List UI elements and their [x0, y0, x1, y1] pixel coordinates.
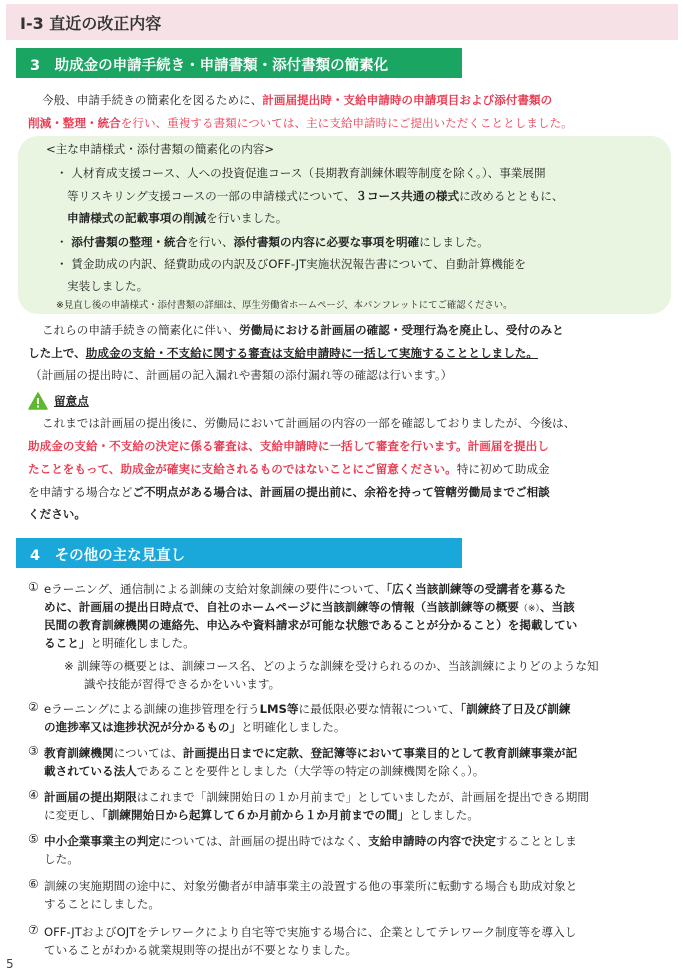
- item5-line2: した。: [44, 852, 79, 866]
- bold-text: 労働局における計画届の確認・受理行為を廃止し、受付のみと: [239, 323, 564, 337]
- item-number: ④: [28, 788, 39, 802]
- caution-line3: [28, 457, 550, 481]
- bold-text: めに、計画届の提出日時点で、自社のホームページに当該訓練等の情報（当該訓練等の概要: [44, 600, 519, 614]
- item6-line2: することにしました。: [44, 897, 160, 911]
- bold-text: ３コース共通の様式: [355, 189, 460, 203]
- item1-note-line1: ※ 訓練等の概要とは、訓練コース名、どのような訓練を受けられるのか、当該訓練によりどのような知: [64, 659, 599, 673]
- bold-text: した上で、: [28, 346, 86, 360]
- item5-line1: [44, 832, 577, 850]
- bold-text: 添付書類の整理・統合: [71, 235, 188, 249]
- item4-line1: [44, 788, 589, 806]
- item2-line2: [44, 718, 345, 736]
- bold-text: 中小企業事業主の判定: [44, 834, 160, 848]
- bold-text: 「広く当該訓練等の受講者を募るた: [386, 582, 566, 596]
- text: としました。: [409, 808, 479, 822]
- item6-line1: 訓練の実施期間の途中に、対象労働者が申請事業主の設置する他の事業所に転動する場合も助成対象と: [44, 879, 578, 893]
- text: 等リスキリング支援コースの一部の申請様式について、: [67, 189, 356, 203]
- bold-text: 「訓練終了日及び訓練: [460, 702, 571, 716]
- item3-line1: [44, 744, 577, 762]
- box-bullet1-line2: [67, 184, 563, 208]
- text: これらの申請手続きの簡素化に伴い、: [42, 323, 240, 337]
- emphasis-text: たことをもって、助成金が確実に支給されるものではないことにご留意ください。: [28, 462, 457, 476]
- item-number: ①: [28, 580, 39, 594]
- text: に改めるとともに、: [459, 189, 564, 203]
- section-4-title: 4 その他の主な見直し: [30, 548, 186, 564]
- bold-text: 計画届の提出期限: [44, 790, 137, 804]
- item1-line1: [44, 580, 566, 598]
- text: eラーニングによる訓練の進捗管理を行う: [44, 702, 260, 716]
- emphasis-text: 計画届提出時・支給申請時の申請項目および添付書類の: [262, 93, 553, 107]
- sec3-after-line2: [28, 341, 538, 365]
- caution-line5: ください。: [28, 507, 86, 521]
- text: と明確化しました。: [90, 636, 195, 650]
- text: であることを要件としました（大学等の特定の訓練機関を除く。）。: [136, 764, 485, 778]
- text: にしました。: [419, 235, 489, 249]
- section-3-header: [16, 48, 462, 78]
- box-bullet1-line1: ・ 人材育成支援コース、人への投資促進コース（長期教育訓練休暇等制度を除く。）、事業展開: [56, 166, 546, 180]
- box-heading: <主な申請様式・添付書類の簡素化の内容>: [46, 142, 275, 156]
- note-mark: （※）: [518, 604, 540, 614]
- caution-line4: [28, 480, 550, 504]
- item7-line2: ていることがわかる就業規則等の提出が不要となりました。: [44, 943, 358, 957]
- box-bullet1-line3: [67, 206, 287, 230]
- bold-text: 教育訓練機関: [44, 746, 114, 760]
- sec3-intro-line2: [28, 111, 573, 135]
- item-number: ⑤: [28, 832, 39, 846]
- emphasis-text-normal: を行い、重複する書類については、主に支給申請時にご提出いただくこととしました。: [120, 116, 573, 130]
- item-number: ②: [28, 700, 39, 714]
- text: を行い、: [187, 235, 234, 249]
- text: することとしま: [495, 834, 577, 848]
- sec3-intro-line1: [42, 88, 552, 112]
- text: 今般、申請手続きの簡素化を図るために、: [42, 93, 263, 107]
- bold-text: LMS等: [259, 702, 299, 716]
- caution-line1: これまでは計画届の提出後に、労働局において計画届の内容の一部を確認しておりましたが、今後は、: [42, 416, 576, 430]
- text: については、計画届の提出時ではなく、: [159, 834, 369, 848]
- text: と明確化しました。: [241, 720, 346, 734]
- bold-text: 「訓練開始日から起算して６か月前から１か月前までの間」: [101, 808, 410, 822]
- text: を行いました。: [206, 211, 288, 225]
- section-3-title: 3 助成金の申請手続き・申請書類・添付書類の簡素化: [30, 58, 389, 74]
- text: eラーニング、通信制による訓練の支給対象訓練の要件について、: [44, 582, 387, 596]
- item7-line1: OFF-JTおよびOJTをテレワークにより自宅等で実施する場合に、企業としてテレワーク制度等を導入し: [44, 925, 577, 939]
- bold-text: ご不明点がある場合は、計画届の提出前に、余裕を持って管轄労働局までご相談: [132, 485, 550, 499]
- text: に最低限必要な情報について、: [298, 702, 461, 716]
- bold-text: ること」: [44, 636, 91, 650]
- sec3-after-line1: [42, 318, 564, 342]
- item-number: ③: [28, 744, 39, 758]
- page-number: 5: [6, 957, 14, 971]
- item1-line3: 民間の教育訓練機関の連絡先、申込みや資料請求が可能な状態であることが分かること）を掲載してい: [44, 618, 578, 632]
- text: はこれまで「訓練開始日の１か月前まで」としていましたが、計画届を提出できる期間: [136, 790, 589, 804]
- emphasis-text: 削減・整理・統合: [28, 116, 121, 130]
- item4-line2: [44, 806, 479, 824]
- item1-line4: [44, 634, 195, 652]
- chapter-header: [6, 4, 678, 40]
- section-4-header: [16, 538, 462, 568]
- text: ・: [56, 235, 72, 249]
- text: 特に初めて助成金: [456, 462, 550, 476]
- box-bullet3-line1: ・ 賃金助成の内訳、経費助成の内訳及びOFF-JT実施状況報告書について、自動計算機能を: [56, 257, 526, 271]
- bold-text: 申請様式の記載事項の削減: [67, 211, 207, 225]
- bold-text: 支給申請時の内容で決定: [368, 834, 496, 848]
- item1-note-line2: 識や技能が習得できるかをいいます。: [84, 677, 281, 691]
- bold-underline-text: 助成金の支給・不支給に関する審査は支給申請時に一括して実施することとしました。: [85, 346, 538, 360]
- box-note: ※見直し後の申請様式・添付書類の詳細は、厚生労働省ホームページ、本パンフレットにてご確認ください。: [56, 300, 513, 311]
- caution-line2: 助成金の支給・不支給の決定に係る審査は、支給申請時に一括して審査を行います。計画届を提出し: [28, 439, 549, 453]
- bold-text: 載されている法人: [44, 764, 137, 778]
- item1-line2: [44, 598, 575, 618]
- box-bullet2: [56, 230, 489, 254]
- box-bullet3-line2: 実装しました。: [67, 279, 149, 293]
- item3-line2: [44, 762, 484, 780]
- chapter-title: Ⅰ-3 直近の改正内容: [20, 14, 162, 33]
- bold-text: 添付書類の内容に必要な事項を明確: [233, 235, 420, 249]
- item2-line1: [44, 700, 570, 718]
- bold-text: 、当該: [539, 600, 575, 614]
- sec3-after-line3: （計画届の提出時に、計画届の記入漏れや書類の添付漏れ等の確認は行います。）: [30, 368, 453, 382]
- caution-label: 留意点: [54, 394, 89, 408]
- warning-triangle-icon: [28, 392, 48, 410]
- bold-text: 計画提出日までに定款、登記簿等において事業目的として教育訓練事業が記: [182, 746, 578, 760]
- text: を申請する場合など: [28, 485, 133, 499]
- bold-text: の進捗率又は進捗状況が分かるもの」: [44, 720, 242, 734]
- text: に変更し、: [44, 808, 102, 822]
- text: については、: [113, 746, 183, 760]
- item-number: ⑦: [28, 923, 39, 937]
- item-number: ⑥: [28, 877, 39, 891]
